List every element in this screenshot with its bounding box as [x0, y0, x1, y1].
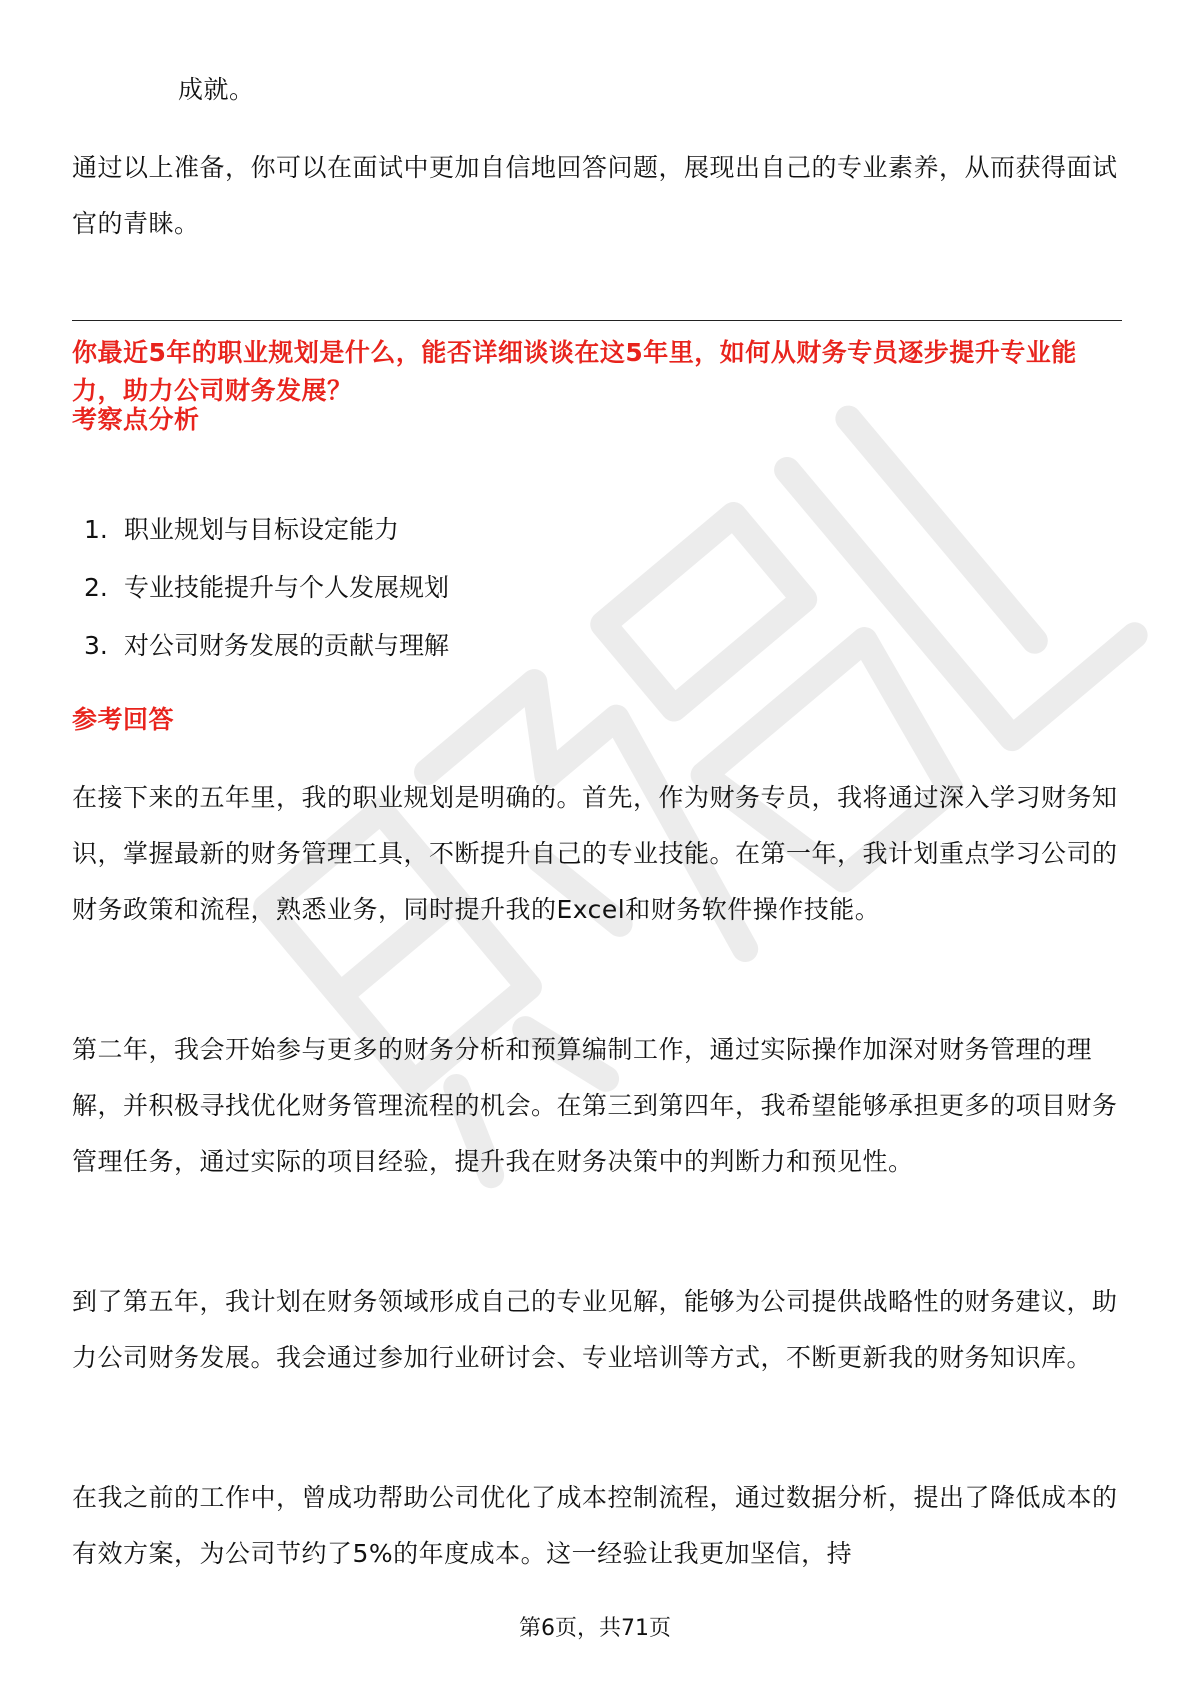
list-item-number: 1. — [84, 515, 108, 544]
list-item-number: 3. — [84, 631, 108, 660]
answer-paragraph-2: 第二年，我会开始参与更多的财务分析和预算编制工作，通过实际操作加深对财务管理的理解，并积极寻找优化财务管理流程的机会。在第三到第四年，我希望能够承担更多的项目财务管理任务，通过实际的项目经验，提升我在财务决策中的判断力和预见性。 — [72, 1035, 1118, 1176]
answer-heading: 参考回答 — [72, 705, 175, 734]
analysis-points-list — [84, 504, 449, 678]
list-item-text: 专业技能提升与个人发展规划 — [124, 573, 450, 602]
answer-paragraph-1: 在接下来的五年里，我的职业规划是明确的。首先，作为财务专员，我将通过深入学习财务知识，掌握最新的财务管理工具，不断提升自己的专业技能。在第一年，我计划重点学习公司的财务政策和流程，熟悉业务，同时提升我的Excel和财务软件操作技能。 — [72, 783, 1118, 924]
list-item — [84, 504, 449, 562]
list-item-text: 职业规划与目标设定能力 — [124, 515, 400, 544]
list-item-text: 对公司财务发展的贡献与理解 — [124, 631, 450, 660]
list-item — [84, 620, 449, 678]
list-item-number: 2. — [84, 573, 108, 602]
list-item — [84, 562, 449, 620]
answer-paragraph-4: 在我之前的工作中，曾成功帮助公司优化了成本控制流程，通过数据分析，提出了降低成本的有效方案，为公司节约了5%的年度成本。这一经验让我更加坚信，持 — [72, 1483, 1118, 1568]
intro-continuation: 成就。 — [178, 75, 255, 104]
answer-paragraph-3: 到了第五年，我计划在财务领域形成自己的专业见解，能够为公司提供战略性的财务建议，助力公司财务发展。我会通过参加行业研讨会、专业培训等方式，不断更新我的财务知识库。 — [72, 1287, 1118, 1372]
intro-closing-paragraph: 通过以上准备，你可以在面试中更加自信地回答问题，展现出自己的专业素养，从而获得面试官的青睐。 — [72, 153, 1118, 238]
interview-question: 你最近5年的职业规划是什么，能否详细谈谈在这5年里，如何从财务专员逐步提升专业能力，助力公司财务发展？ — [72, 338, 1077, 405]
section-divider — [72, 320, 1122, 321]
page-number-footer: 第6页，共71页 — [519, 1616, 671, 1641]
analysis-heading: 考察点分析 — [72, 405, 200, 434]
